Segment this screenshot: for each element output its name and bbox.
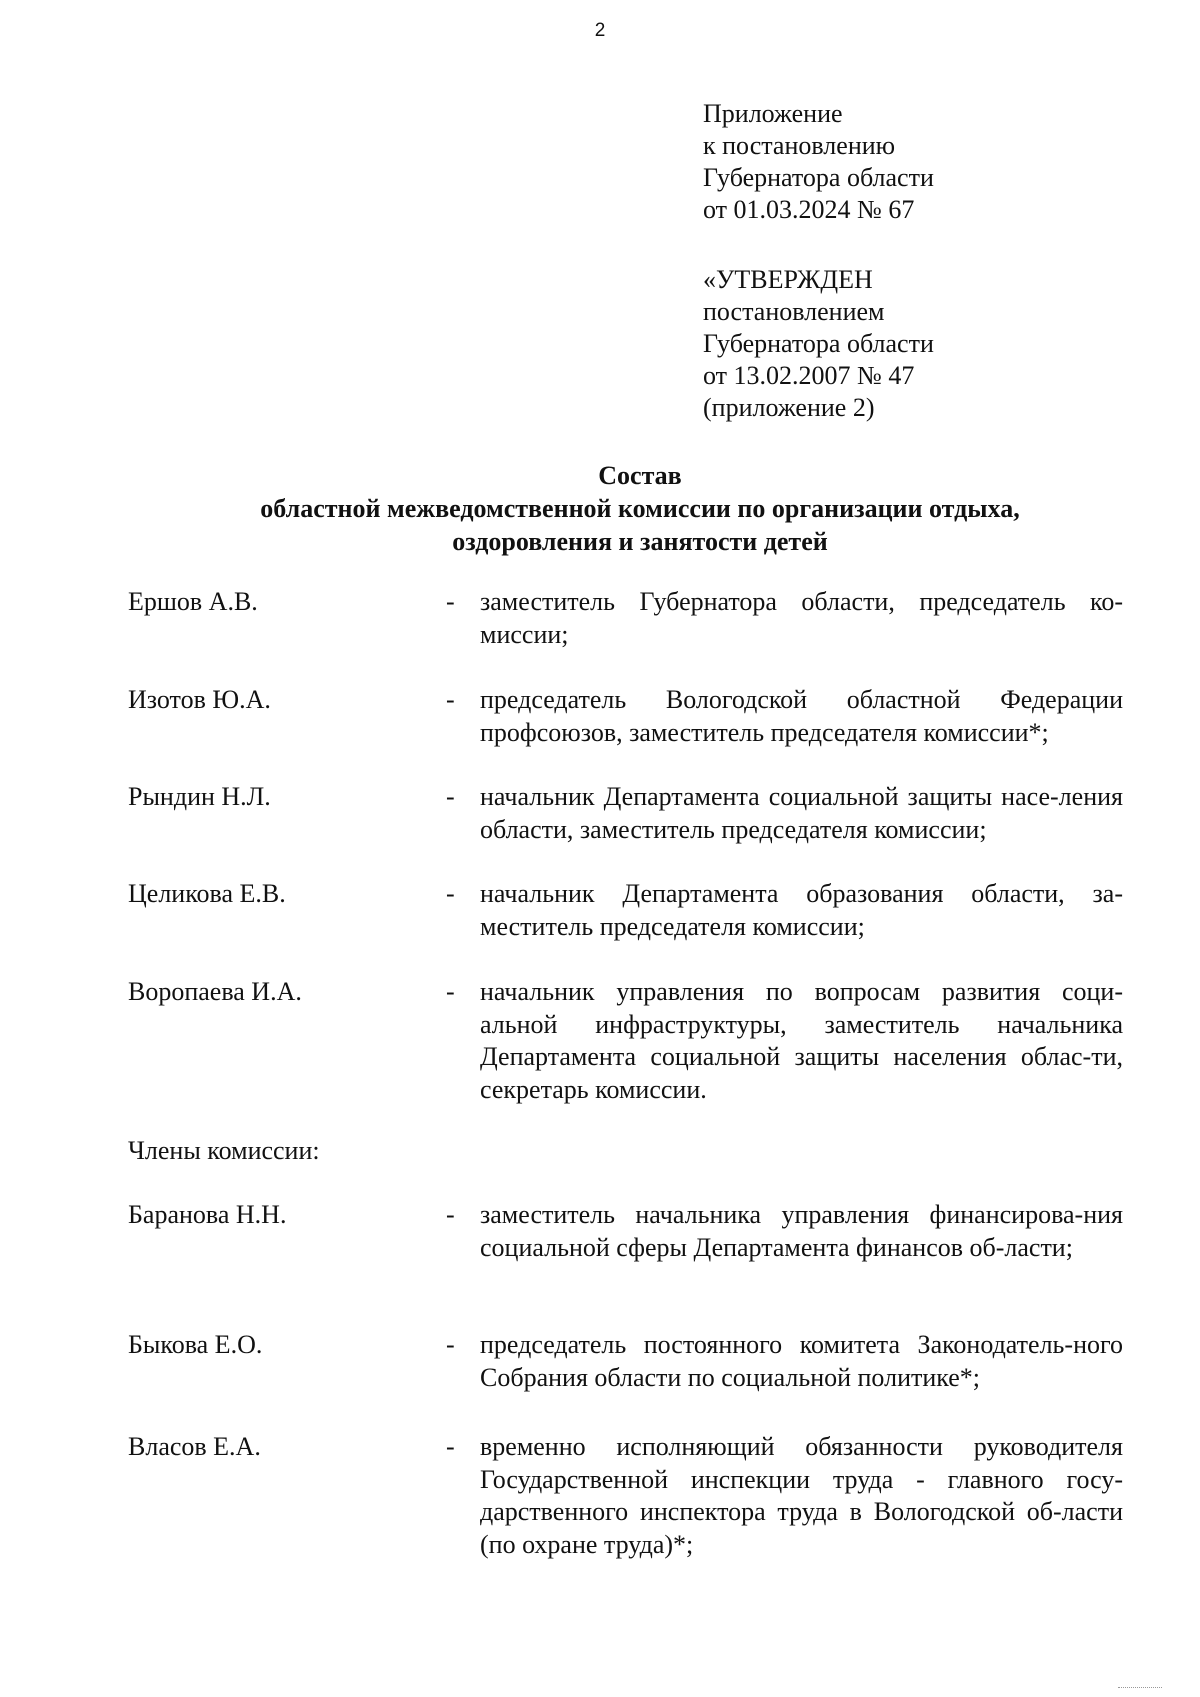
person-name: Изотов Ю.А.	[128, 685, 271, 714]
appendix-block	[703, 98, 1103, 226]
approval-block	[703, 264, 1103, 424]
dash: -	[446, 685, 455, 714]
person-name: Целикова Е.В.	[128, 879, 286, 908]
person-name: Баранова Н.Н.	[128, 1200, 287, 1229]
approval-line: (приложение 2)	[703, 393, 875, 422]
person-name: Ершов А.В.	[128, 587, 258, 616]
scan-artifact	[1118, 1687, 1162, 1695]
appendix-line: от 01.03.2024 № 67	[703, 195, 915, 224]
approval-line: постановлением	[703, 297, 885, 326]
person-role: председатель постоянного комитета Законодатель-ного Собрания области по социальной политике*;	[480, 1330, 1123, 1392]
person-role: начальник управления по вопросам развития соци-альной инфраструктуры, заместитель начальника Департамента социальной защиты населения облас-ти, секретарь комиссии.	[480, 977, 1123, 1104]
page-number: 2	[594, 20, 606, 41]
dash: -	[446, 1432, 455, 1461]
person-role: заместитель Губернатора области, председатель ко-миссии;	[480, 587, 1123, 649]
person-name: Быкова Е.О.	[128, 1330, 263, 1359]
person-role: начальник Департамента социальной защиты насе-ления области, заместитель председателя комиссии;	[480, 782, 1123, 844]
dash: -	[446, 587, 455, 616]
dash: -	[446, 879, 455, 908]
members-label: Члены комиссии:	[128, 1136, 320, 1165]
title-line: областной межведомственной комиссии по организации отдыха,	[260, 494, 1020, 523]
dash: -	[446, 1330, 455, 1359]
dash: -	[446, 1200, 455, 1229]
approval-line: от 13.02.2007 № 47	[703, 361, 915, 390]
person-role: временно исполняющий обязанности руководителя Государственной инспекции труда - главного госу-дарственного инспектора труда в Вологодской об-ласти (по охране труда)*;	[480, 1432, 1123, 1559]
person-name: Воропаева И.А.	[128, 977, 302, 1006]
person-name: Рындин Н.Л.	[128, 782, 271, 811]
approval-line: «УТВЕРЖДЕН	[703, 265, 873, 294]
appendix-line: Приложение	[703, 99, 843, 128]
person-role: председатель Вологодской областной Федерации профсоюзов, заместитель председателя комиссии*;	[480, 685, 1123, 747]
person-role: начальник Департамента образования области, за-меститель председателя комиссии;	[480, 879, 1123, 941]
title-line: оздоровления и занятости детей	[452, 527, 828, 556]
document-title	[130, 459, 1150, 558]
title-line: Состав	[598, 461, 682, 490]
approval-line: Губернатора области	[703, 329, 934, 358]
dash: -	[446, 977, 455, 1006]
person-role: заместитель начальника управления финансирова-ния социальной сферы Департамента финансов об-ласти;	[480, 1200, 1123, 1262]
person-name: Власов Е.А.	[128, 1432, 261, 1461]
dash: -	[446, 782, 455, 811]
appendix-line: Губернатора области	[703, 163, 934, 192]
appendix-line: к постановлению	[703, 131, 896, 160]
